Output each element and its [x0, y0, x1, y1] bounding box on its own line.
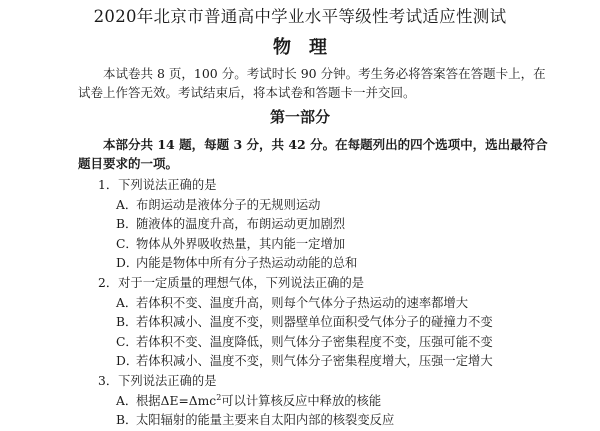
- question-1: [98, 176, 568, 274]
- option-letter: D．: [116, 256, 139, 271]
- question-stem: 1．下列说法正确的是: [98, 178, 217, 192]
- question-3: [98, 372, 568, 431]
- option-text-post: 可以计算核反应中释放的核能: [221, 393, 382, 408]
- option-text: 若体积不变、温度降低，则气体分子密集程度不变，压强可能不变: [136, 334, 493, 349]
- option-text: 布朗运动是液体分子的无规则运动: [136, 197, 321, 212]
- option-letter: C．: [116, 334, 138, 349]
- section-title: 第一部分: [269, 108, 330, 126]
- option-a: [98, 294, 568, 314]
- option-text: 太阳辐射的能量主要来自太阳内部的核裂变反应: [136, 413, 395, 428]
- option-c: [98, 235, 568, 255]
- exam-intro: 本试卷共 8 页，100 分。考试时长 90 分钟。考生务必将答案答在答题卡上，在试卷上作答无效。考试结束后，将本试卷和答题卡一并交回。: [78, 66, 546, 100]
- option-a: [98, 392, 568, 412]
- option-b: [98, 313, 568, 333]
- option-b: [98, 215, 568, 235]
- section-instructions: 本部分共 14 题，每题 3 分，共 42 分。在每题列出的四个选项中，选出最符合题目要求的一项。: [78, 137, 548, 171]
- exam-title: 2020年北京市普通高中学业水平等级性考试适应性测试: [93, 7, 507, 26]
- option-letter: B．: [116, 413, 138, 428]
- option-text-pre: 根据ΔE=Δmc: [136, 393, 217, 408]
- option-text: 内能是物体中所有分子热运动动能的总和: [136, 256, 358, 271]
- option-letter: A．: [116, 295, 138, 310]
- option-b: [98, 411, 568, 431]
- option-text: 物体从外界吸收热量，其内能一定增加: [136, 236, 346, 251]
- option-letter: A．: [116, 393, 138, 408]
- option-text: 若体积不变、温度升高，则每个气体分子热运动的速率都增大: [136, 295, 469, 310]
- option-letter: C．: [116, 236, 138, 251]
- superscript: 2: [216, 392, 222, 402]
- question-2: [98, 274, 568, 372]
- option-c: [98, 333, 568, 353]
- option-letter: B．: [116, 315, 138, 330]
- option-text: 若体积减小、温度不变，则器壁单位面积受气体分子的碰撞力不变: [136, 315, 493, 330]
- option-d: [98, 352, 568, 372]
- option-letter: A．: [116, 197, 138, 212]
- option-d: [98, 254, 568, 274]
- question-list: [98, 176, 568, 431]
- option-text: 随液体的温度升高，布朗运动更加剧烈: [136, 217, 346, 232]
- option-text: 若体积减小、温度不变，则气体分子密集程度增大，压强一定增大: [136, 354, 493, 369]
- question-stem: 3．下列说法正确的是: [98, 373, 217, 388]
- option-a: [98, 196, 568, 216]
- option-letter: D．: [116, 354, 139, 369]
- option-letter: B．: [116, 217, 138, 232]
- question-stem: 2．对于一定质量的理想气体，下列说法正确的是: [98, 275, 365, 290]
- subject-heading: 物理: [273, 37, 345, 58]
